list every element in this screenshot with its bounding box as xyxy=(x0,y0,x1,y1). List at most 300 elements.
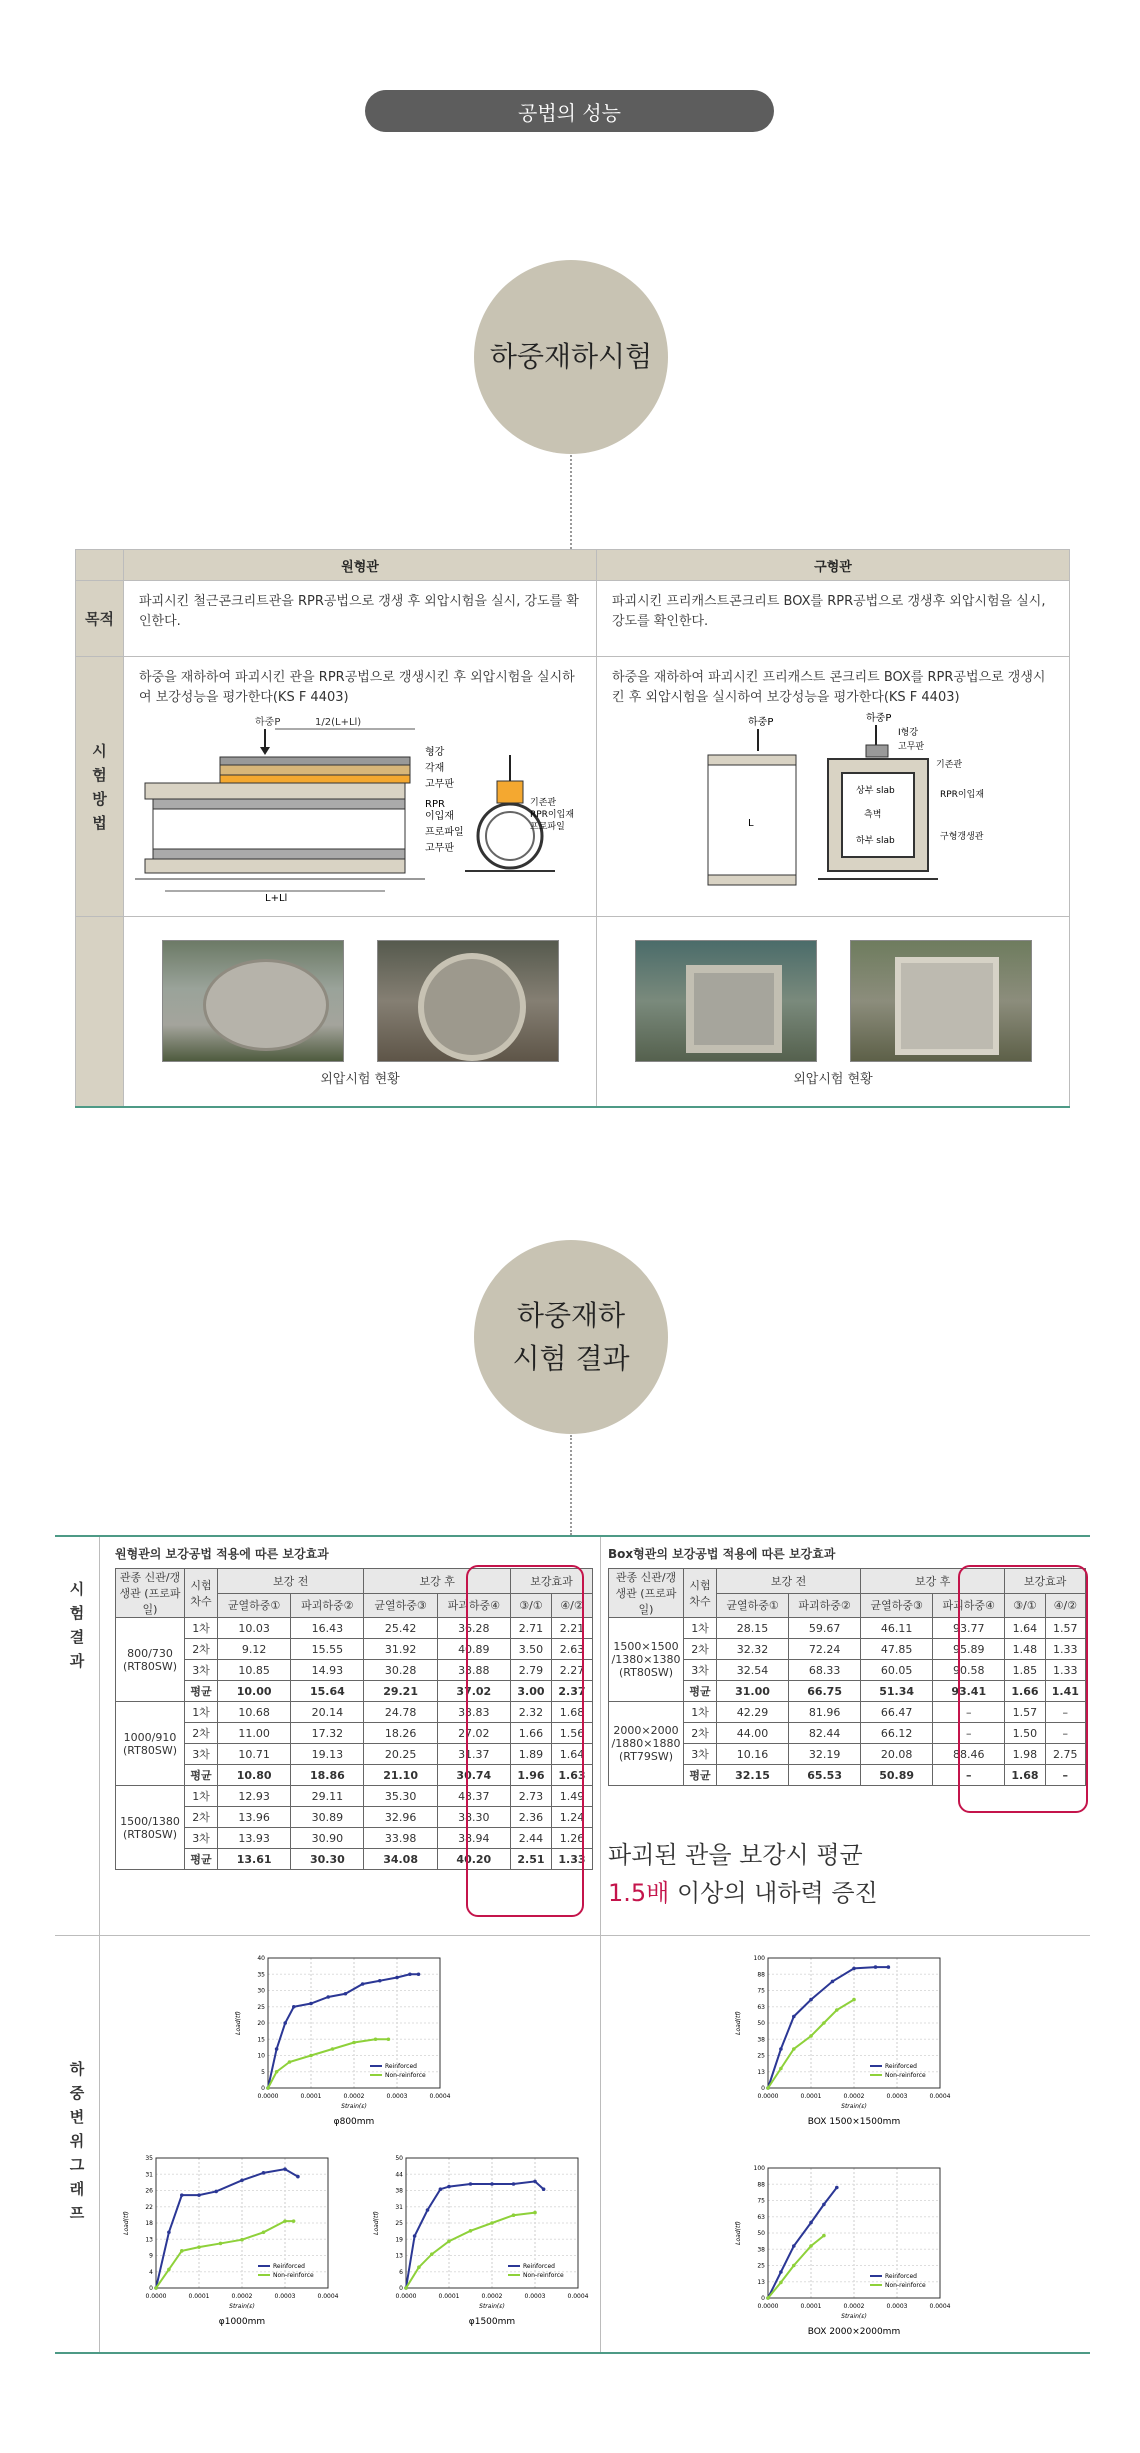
table-cell: 2.44 xyxy=(510,1828,551,1849)
table-cell: 35.30 xyxy=(364,1786,437,1807)
table-cell: 90.58 xyxy=(933,1660,1005,1681)
x-axis-label: Strain(ε) xyxy=(841,2103,867,2110)
legend-label: Reinforced xyxy=(885,2063,917,2070)
span-label: 1/2(L+Ll) xyxy=(315,717,362,728)
data-point xyxy=(822,2021,826,2025)
h-before: 보강 전 xyxy=(717,1569,861,1594)
box-test-photo-1 xyxy=(635,940,817,1062)
legend-label: Reinforced xyxy=(885,2273,917,2280)
table-cell: 33.98 xyxy=(364,1828,437,1849)
h-col: 균열하중① xyxy=(717,1593,789,1618)
h-col: 파괴하중② xyxy=(789,1593,861,1618)
table-cell: 32.54 xyxy=(717,1660,789,1681)
y-axis-label: Load(tf) xyxy=(235,2011,242,2035)
table-cell: – xyxy=(1045,1723,1085,1744)
data-point xyxy=(417,1972,421,1976)
round-table-title: 원형관의 보강공법 적용에 따른 보강효과 xyxy=(115,1547,329,1561)
table-cell: 60.05 xyxy=(861,1660,933,1681)
y-tick-label: 88 xyxy=(757,2181,765,2189)
table-cell: 65.53 xyxy=(789,1765,861,1786)
table-cell: 1.41 xyxy=(1045,1681,1085,1702)
rubber2-label: 고무판 xyxy=(425,843,454,854)
method-box xyxy=(597,657,1070,917)
y-tick-label: 6 xyxy=(399,2268,403,2276)
method-round-text: 하중을 재하하여 파괴시킨 관을 RPR공법으로 갱생시킨 후 외압시험을 실시하여 보강성능을 평가한다(KS F 4403) xyxy=(139,670,575,705)
data-point xyxy=(831,1980,835,1984)
table-cell: – xyxy=(933,1702,1005,1723)
table-cell: 30.89 xyxy=(291,1807,364,1828)
data-point xyxy=(408,1972,412,1976)
y-tick-label: 18 xyxy=(145,2220,153,2227)
data-point xyxy=(361,1982,365,1986)
table-cell: 1차 xyxy=(684,1702,717,1723)
table-cell: 3차 xyxy=(185,1660,218,1681)
box-load-label: 하중P xyxy=(748,717,774,728)
x-tick-label: 0.0004 xyxy=(929,2303,951,2310)
chart-1000 xyxy=(118,2150,348,2340)
y-tick-label: 88 xyxy=(757,1971,765,1979)
load-label: 하중P xyxy=(255,717,281,728)
chart-title: φ1000mm xyxy=(218,2317,266,2327)
table-cell: 2.36 xyxy=(510,1807,551,1828)
method-box-text: 하중을 재하하여 파괴시킨 프리캐스트 콘크리트 BOX를 RPR공법으로 갱생시킨 후 외압시험을 실시하여 보강성능을 평가한다(KS F 4403) xyxy=(612,670,1046,705)
data-point xyxy=(426,2208,430,2212)
table-cell: – xyxy=(933,1723,1005,1744)
y-tick-label: 38 xyxy=(395,2187,403,2195)
table-cell: 1.56 xyxy=(551,1723,592,1744)
table-cell: 평균 xyxy=(185,1681,218,1702)
legend-label: Non-reinforce xyxy=(523,2272,564,2279)
h-pipe: 관종 신관/갱생관 (프로파일) xyxy=(116,1569,185,1618)
chart-1500 xyxy=(368,2150,598,2340)
h-round: 시험 차수 xyxy=(684,1569,717,1618)
data-point xyxy=(490,2182,494,2186)
table-cell: 2.71 xyxy=(510,1618,551,1639)
table-cell: 14.93 xyxy=(291,1660,364,1681)
table-cell: 17.32 xyxy=(291,1723,364,1744)
h-col: ③/① xyxy=(1005,1593,1045,1618)
table-cell: 1.66 xyxy=(1005,1681,1045,1702)
x-tick-label: 0.0002 xyxy=(843,2093,865,2100)
data-point xyxy=(326,1995,330,1999)
table-cell: 1.63 xyxy=(551,1765,592,1786)
table-cell: 88.46 xyxy=(933,1744,1005,1765)
table-cell: 18.86 xyxy=(291,1765,364,1786)
table-cell: 평균 xyxy=(684,1681,717,1702)
legend-label: Reinforced xyxy=(273,2263,305,2270)
table-cell: 3.00 xyxy=(510,1681,551,1702)
y-tick-label: 31 xyxy=(145,2171,153,2179)
table-cell: 13.96 xyxy=(218,1807,291,1828)
results-divider-h xyxy=(55,1935,1090,1936)
data-point xyxy=(779,2047,783,2051)
h-col: ④/② xyxy=(1045,1593,1085,1618)
table-cell: 2.51 xyxy=(510,1849,551,1870)
table-cell: 93.77 xyxy=(933,1618,1005,1639)
table-cell: 9.12 xyxy=(218,1639,291,1660)
table-cell: 1.57 xyxy=(1005,1702,1045,1723)
connector xyxy=(570,455,572,549)
table-cell: 2.63 xyxy=(551,1639,592,1660)
summary-highlight: 1.5배 xyxy=(608,1879,670,1908)
test-method-table xyxy=(75,549,1070,1108)
table-cell: 21.10 xyxy=(364,1765,437,1786)
table-cell: 38.94 xyxy=(437,1828,510,1849)
table-cell: 19.13 xyxy=(291,1744,364,1765)
y-tick-label: 13 xyxy=(757,2068,765,2076)
data-point xyxy=(197,2245,201,2249)
y-axis-label: Load(tf) xyxy=(735,2221,742,2245)
table-cell: 36.28 xyxy=(437,1618,510,1639)
data-point xyxy=(288,2060,292,2064)
table-cell: 2차 xyxy=(185,1807,218,1828)
table-cell: 38.30 xyxy=(437,1807,510,1828)
table-cell: 1.48 xyxy=(1005,1639,1045,1660)
table-cell: 42.29 xyxy=(717,1702,789,1723)
series-line-reinforced xyxy=(768,2188,837,2299)
length-label: L+Ll xyxy=(265,893,288,901)
table-cell: 1.49 xyxy=(551,1786,592,1807)
table-cell: 1.33 xyxy=(1045,1660,1085,1681)
data-point xyxy=(275,2047,279,2051)
legend-label: Reinforced xyxy=(385,2063,417,2070)
table-cell: 72.24 xyxy=(789,1639,861,1660)
results-side-label xyxy=(55,1577,99,1673)
table-cell: – xyxy=(933,1765,1005,1786)
results-divider-mid xyxy=(600,1537,601,2352)
table-cell: 82.44 xyxy=(789,1723,861,1744)
y-tick-label: 31 xyxy=(395,2203,403,2211)
y-tick-label: 63 xyxy=(757,2003,765,2011)
table-cell: 10.85 xyxy=(218,1660,291,1681)
x-tick-label: 0.0000 xyxy=(145,2293,167,2300)
data-point xyxy=(809,2244,813,2248)
x-tick-label: 0.0001 xyxy=(800,2093,822,2100)
data-point xyxy=(835,2008,839,2012)
purpose-round-text: 파괴시킨 철근콘크리트관을 RPR공법으로 갱생 후 외압시험을 실시, 강도를 확인한다. xyxy=(139,594,579,629)
y-tick-label: 35 xyxy=(145,2155,153,2162)
y-tick-label: 44 xyxy=(395,2171,403,2179)
x-axis-label: Strain(ε) xyxy=(341,2103,367,2110)
chart-title: φ1500mm xyxy=(468,2317,516,2327)
data-point xyxy=(887,1965,891,1969)
table-cell: 2차 xyxy=(185,1723,218,1744)
data-point xyxy=(512,2182,516,2186)
y-tick-label: 9 xyxy=(149,2252,153,2260)
round-effect-highlight xyxy=(466,1565,584,1917)
table-cell: 2.75 xyxy=(1045,1744,1085,1765)
y-tick-label: 13 xyxy=(145,2236,153,2244)
y-tick-label: 25 xyxy=(757,2262,765,2270)
data-point xyxy=(283,2021,287,2025)
timber-label: 각재 xyxy=(425,763,445,774)
series-line-non-reinforced xyxy=(406,2213,535,2288)
table-cell: 66.12 xyxy=(861,1723,933,1744)
data-point xyxy=(766,2086,770,2090)
table-cell: 30.74 xyxy=(437,1765,510,1786)
data-point xyxy=(374,2037,378,2041)
x-tick-label: 0.0004 xyxy=(929,2093,951,2100)
table-cell: 1.68 xyxy=(551,1702,592,1723)
data-point xyxy=(792,2047,796,2051)
series-line-non-reinforced xyxy=(268,2039,388,2088)
table-cell: 3차 xyxy=(684,1660,717,1681)
data-point xyxy=(779,2281,783,2285)
results-side-label-text: 시험결과 xyxy=(69,1580,85,1670)
data-point xyxy=(792,2244,796,2248)
table-cell: 10.80 xyxy=(218,1765,291,1786)
table-cell: 13.93 xyxy=(218,1828,291,1849)
data-point xyxy=(296,2175,300,2179)
table-cell: 평균 xyxy=(185,1765,218,1786)
y-tick-label: 10 xyxy=(257,2052,265,2060)
table-cell: 46.11 xyxy=(861,1618,933,1639)
profile2-label: 프로파일 xyxy=(530,822,565,832)
y-tick-label: 25 xyxy=(757,2052,765,2060)
table-cell: 2.79 xyxy=(510,1660,551,1681)
table-cell: 2차 xyxy=(684,1723,717,1744)
table-cell: 51.34 xyxy=(861,1681,933,1702)
table-cell: 15.55 xyxy=(291,1639,364,1660)
data-point xyxy=(309,2002,313,2006)
data-point xyxy=(292,2219,296,2223)
data-point xyxy=(822,2234,826,2238)
table-cell: 81.96 xyxy=(789,1702,861,1723)
x-tick-label: 0.0003 xyxy=(274,2293,296,2300)
filler-label: 이입재 xyxy=(425,811,454,822)
section-circle-results xyxy=(474,1240,668,1434)
table-cell: 1.57 xyxy=(1045,1618,1085,1639)
chart-title: BOX 2000×2000mm xyxy=(807,2327,901,2337)
table-cell: 2.73 xyxy=(510,1786,551,1807)
old-pipe-label: 기존관 xyxy=(530,798,557,808)
y-tick-label: 25 xyxy=(395,2220,403,2227)
data-point xyxy=(167,2230,171,2234)
y-tick-label: 13 xyxy=(395,2252,403,2260)
rubber-label: 고무판 xyxy=(425,779,454,790)
box-effect-highlight xyxy=(958,1565,1088,1813)
data-point xyxy=(197,2193,201,2197)
pipe-type-cell: 1500/1380 (RT80SW) xyxy=(116,1786,185,1870)
graph-side-label xyxy=(55,2057,99,2225)
x-tick-label: 0.0002 xyxy=(843,2303,865,2310)
table-cell: 1.66 xyxy=(510,1723,551,1744)
h-col: ③/① xyxy=(510,1593,551,1618)
box-test-photo-2 xyxy=(850,940,1032,1062)
table-cell: 15.64 xyxy=(291,1681,364,1702)
y-tick-label: 22 xyxy=(145,2203,153,2211)
pipe-type-cell: 1500×1500 /1380×1380 (RT80SW) xyxy=(609,1618,684,1702)
y-tick-label: 75 xyxy=(757,1987,765,1995)
table-cell: 24.78 xyxy=(364,1702,437,1723)
purpose-label: 목적 xyxy=(76,581,124,657)
photo-caption-round: 외압시험 현황 xyxy=(320,1071,400,1087)
x-tick-label: 0.0003 xyxy=(886,2303,908,2310)
table-cell: 3차 xyxy=(684,1744,717,1765)
data-point xyxy=(852,1998,856,2002)
data-point xyxy=(533,2211,537,2215)
data-point xyxy=(766,2296,770,2300)
chart-800 xyxy=(230,1950,460,2140)
y-tick-label: 63 xyxy=(757,2213,765,2221)
x-tick-label: 0.0000 xyxy=(757,2093,779,2100)
x-tick-label: 0.0001 xyxy=(188,2293,210,2300)
table-cell: 33.83 xyxy=(437,1702,510,1723)
y-tick-label: 19 xyxy=(395,2236,403,2244)
table-cell: – xyxy=(1045,1702,1085,1723)
data-point xyxy=(809,2034,813,2038)
pipe-type-cell: 1000/910 (RT80SW) xyxy=(116,1702,185,1786)
data-point xyxy=(266,2086,270,2090)
ibeam-label: I형강 xyxy=(898,728,919,738)
method-label xyxy=(76,657,124,917)
y-tick-label: 75 xyxy=(757,2197,765,2205)
table-cell: 30.30 xyxy=(291,1849,364,1870)
table-cell: 59.67 xyxy=(789,1618,861,1639)
y-tick-label: 38 xyxy=(757,2036,765,2044)
table-cell: 32.96 xyxy=(364,1807,437,1828)
data-point xyxy=(430,2252,434,2256)
legend-label: Non-reinforce xyxy=(885,2282,926,2289)
x-tick-label: 0.0000 xyxy=(395,2293,417,2300)
data-point xyxy=(387,2037,391,2041)
table-cell: 31.37 xyxy=(437,1744,510,1765)
series-line-reinforced xyxy=(156,2169,298,2288)
data-point xyxy=(447,2239,451,2243)
x-tick-label: 0.0003 xyxy=(886,2093,908,2100)
steel-label: 형강 xyxy=(425,747,445,758)
method-round xyxy=(124,657,597,917)
table-cell: 1.64 xyxy=(551,1744,592,1765)
data-point xyxy=(180,2249,184,2253)
h-round: 시험 차수 xyxy=(185,1569,218,1618)
h-before: 보강 전 xyxy=(218,1569,364,1594)
chart-box2000 xyxy=(730,2160,960,2350)
data-point xyxy=(809,1998,813,2002)
table-cell: 93.41 xyxy=(933,1681,1005,1702)
round-test-diagram xyxy=(125,711,595,901)
data-point xyxy=(275,2070,279,2074)
data-point xyxy=(779,2067,783,2071)
data-point xyxy=(167,2268,171,2272)
table-cell: 40.89 xyxy=(437,1639,510,1660)
purpose-box xyxy=(597,581,1070,657)
series-line-non-reinforced xyxy=(768,2236,824,2298)
summary-line2 xyxy=(608,1874,878,1912)
table-cell: 44.00 xyxy=(717,1723,789,1744)
section-title: 하중재하시험 xyxy=(489,340,653,374)
table-cell: 평균 xyxy=(684,1765,717,1786)
table-cell: 30.28 xyxy=(364,1660,437,1681)
data-point xyxy=(283,2219,287,2223)
table-cell: 1.85 xyxy=(1005,1660,1045,1681)
y-axis-label: Load(tf) xyxy=(373,2211,380,2235)
table-cell: 10.68 xyxy=(218,1702,291,1723)
h-pipe: 관종 신관/갱생관 (프로파일) xyxy=(609,1569,684,1618)
series-line-reinforced xyxy=(768,1967,888,2088)
h-after: 보강 후 xyxy=(861,1569,1005,1594)
box-table-title: Box형관의 보강공법 적용에 따른 보강효과 xyxy=(608,1547,836,1561)
table-cell: 50.89 xyxy=(861,1765,933,1786)
section-pill: 공법의 성능 xyxy=(365,90,774,132)
table-cell: 1.89 xyxy=(510,1744,551,1765)
table-cell: 31.00 xyxy=(717,1681,789,1702)
table-cell: 29.21 xyxy=(364,1681,437,1702)
table-cell: 1차 xyxy=(684,1618,717,1639)
profile-label: 프로파일 xyxy=(425,827,464,838)
x-tick-label: 0.0001 xyxy=(300,2093,322,2100)
table-cell: 33.88 xyxy=(437,1660,510,1681)
y-tick-label: 5 xyxy=(261,2068,265,2076)
table-cell: 1.33 xyxy=(551,1849,592,1870)
table-cell: 11.00 xyxy=(218,1723,291,1744)
chart-box1500 xyxy=(730,1950,960,2140)
table-cell: 34.08 xyxy=(364,1849,437,1870)
col-round: 원형관 xyxy=(124,550,597,581)
x-tick-label: 0.0002 xyxy=(481,2293,503,2300)
x-axis-label: Strain(ε) xyxy=(479,2303,505,2310)
table-cell: 16.43 xyxy=(291,1618,364,1639)
x-tick-label: 0.0001 xyxy=(438,2293,460,2300)
rpr-label: RPR xyxy=(425,799,445,810)
data-point xyxy=(292,2005,296,2009)
table-cell: 1.68 xyxy=(1005,1765,1045,1786)
table-cell: 12.93 xyxy=(218,1786,291,1807)
x-tick-label: 0.0002 xyxy=(343,2093,365,2100)
data-point xyxy=(792,2264,796,2268)
table-cell: 2.21 xyxy=(551,1618,592,1639)
summary-rest: 이상의 내하력 증진 xyxy=(669,1879,878,1908)
pipe-type-cell: 800/730 (RT80SW) xyxy=(116,1618,185,1702)
table-cell: 95.89 xyxy=(933,1639,1005,1660)
table-cell: 1.96 xyxy=(510,1765,551,1786)
data-point xyxy=(417,2265,421,2269)
col-box: 구형관 xyxy=(597,550,1070,581)
y-tick-label: 25 xyxy=(257,2003,265,2011)
data-point xyxy=(874,1965,878,1969)
table-cell: 25.42 xyxy=(364,1618,437,1639)
x-tick-label: 0.0004 xyxy=(429,2093,451,2100)
table-cell: 2.27 xyxy=(551,1660,592,1681)
table-cell: 3차 xyxy=(185,1828,218,1849)
table-cell: 31.92 xyxy=(364,1639,437,1660)
photo-box-cell xyxy=(597,917,1070,1107)
table-cell: 18.26 xyxy=(364,1723,437,1744)
table-cell: 13.61 xyxy=(218,1849,291,1870)
legend-label: Non-reinforce xyxy=(885,2072,926,2079)
table-cell: 1.26 xyxy=(551,1828,592,1849)
box-filler-label: RPR이입재 xyxy=(940,790,985,800)
summary-line1: 파괴된 관을 보강시 평균 xyxy=(608,1841,863,1869)
table-cell: 30.90 xyxy=(291,1828,364,1849)
chart-title: BOX 1500×1500mm xyxy=(807,2117,901,2127)
legend-label: Non-reinforce xyxy=(385,2072,426,2079)
x-axis-label: Strain(ε) xyxy=(841,2313,867,2320)
graph-side-label-text: 하중변위 그래프 xyxy=(69,2060,85,2222)
data-point xyxy=(240,2178,244,2182)
box-test-diagram xyxy=(598,711,1068,901)
data-point xyxy=(809,2221,813,2225)
h-col: 균열하중③ xyxy=(861,1593,933,1618)
photo-label-cell xyxy=(76,917,124,1107)
data-point xyxy=(309,2054,313,2058)
data-point xyxy=(469,2182,473,2186)
data-point xyxy=(331,2047,335,2051)
y-tick-label: 50 xyxy=(757,2020,765,2027)
table-cell: 20.25 xyxy=(364,1744,437,1765)
table-cell: 40.20 xyxy=(437,1849,510,1870)
table-cell: 29.11 xyxy=(291,1786,364,1807)
